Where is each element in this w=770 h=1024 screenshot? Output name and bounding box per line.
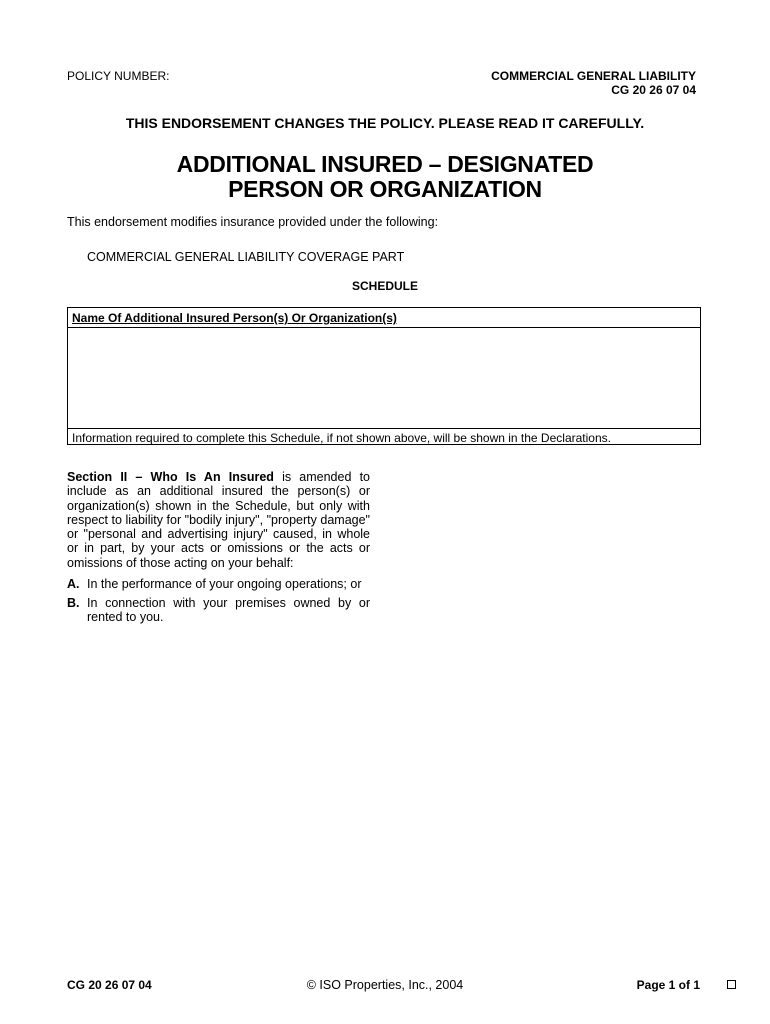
footer-page-number: Page 1 of 1	[636, 978, 700, 992]
header-right-block	[491, 69, 696, 97]
list-item-text: In connection with your premises owned by or rented to you.	[87, 596, 370, 625]
endorsement-notice: THIS ENDORSEMENT CHANGES THE POLICY. PLEASE READ IT CAREFULLY.	[125, 115, 645, 131]
footer-copyright: © ISO Properties, Inc., 2004	[306, 978, 464, 992]
intro-text: This endorsement modifies insurance provided under the following:	[67, 215, 439, 229]
schedule-table	[67, 307, 701, 445]
schedule-value-field[interactable]	[68, 328, 700, 428]
page-title	[0, 152, 770, 202]
list-item-text: In the performance of your ongoing operations; or	[87, 577, 362, 591]
title-line-1: ADDITIONAL INSURED – DESIGNATED	[176, 151, 594, 177]
policy-number-label: POLICY NUMBER:	[67, 69, 170, 83]
coverage-title: COMMERCIAL GENERAL LIABILITY	[491, 69, 696, 83]
form-number: CG 20 26 07 04	[611, 83, 696, 97]
schedule-column-header: Name Of Additional Insured Person(s) Or Organization(s)	[68, 308, 700, 328]
list-item	[67, 596, 370, 625]
list-item-marker: B.	[67, 596, 80, 610]
title-line-2: PERSON OR ORGANIZATION	[228, 176, 542, 202]
footer-form-number: CG 20 26 07 04	[67, 978, 152, 992]
schedule-heading: SCHEDULE	[351, 279, 418, 293]
section-ii-text: is amended to include as an additional insured the person(s) or organization(s) shown in the Schedule, but only with respect to liability for "bodily injury", "property damage" or "personal and advertising injury" caused, in whole or in part, by your acts or omissions or the acts or omissions of those acting on your behalf:	[67, 470, 370, 570]
coverage-part-text: COMMERCIAL GENERAL LIABILITY COVERAGE PART	[87, 250, 405, 264]
square-icon	[727, 980, 736, 989]
list-item-marker: A.	[67, 577, 80, 591]
schedule-footer-note: Information required to complete this Schedule, if not shown above, will be shown in the Declarations.	[68, 428, 700, 446]
section-ii-paragraph	[67, 470, 370, 570]
section-ii-label: Section II – Who Is An Insured	[67, 470, 274, 484]
list-item	[67, 577, 370, 591]
